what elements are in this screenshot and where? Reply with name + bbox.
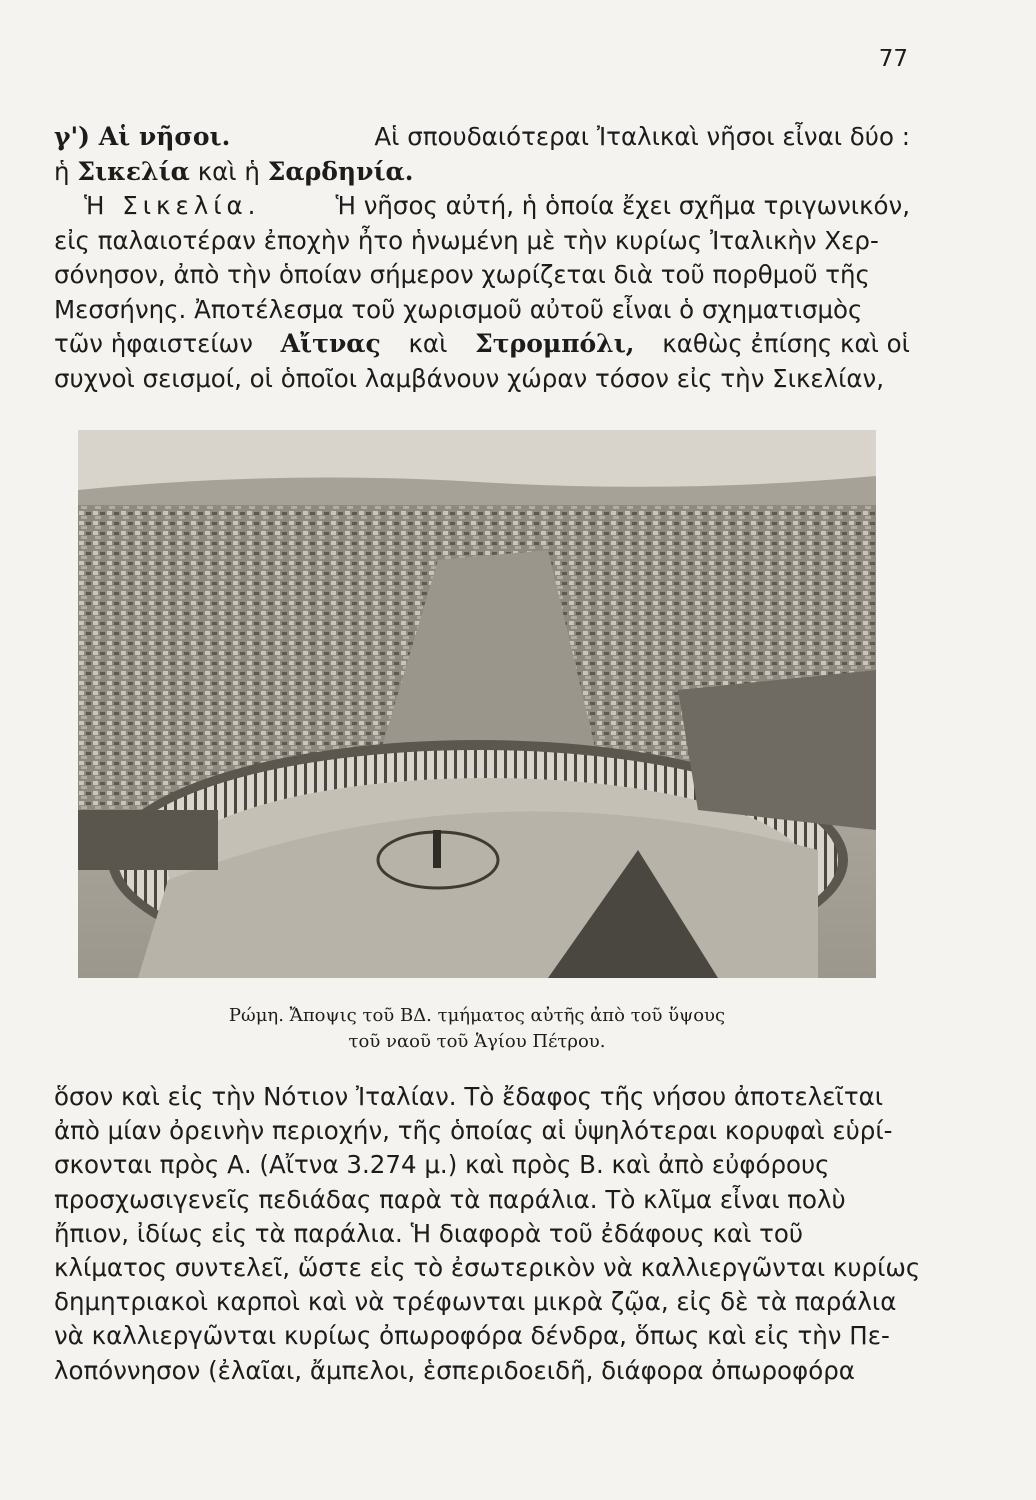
cont-text-6: κλίματος συντελεῖ, ὥστε εἰς τὸ ἐσωτερικὸν νὰ καλλιεργῶνται κυρίως <box>54 1253 921 1283</box>
photo-illustration <box>78 430 876 978</box>
text-line-1 <box>54 120 910 155</box>
caption-line-1: Ρώμη. Ἄποψις τοῦ ΒΔ. τμήματος αὐτῆς ἀπὸ τοῦ ὕψους <box>228 1005 726 1026</box>
line7-and: καὶ <box>408 329 448 358</box>
continuation-line-6 <box>54 1251 921 1285</box>
text-line-8 <box>54 362 910 397</box>
section-intro: Αἱ σπουδαιότεραι Ἰταλικαὶ νῆσοι εἶναι δύο : <box>374 122 910 151</box>
continuation-line-1 <box>54 1080 910 1114</box>
cont-text-5: ἤπιον, ἰδίως εἰς τὰ παράλια. Ἡ διαφορὰ τοῦ ἐδάφους καὶ τοῦ <box>54 1218 804 1248</box>
line5-text: σόνησον, ἀπὸ τὴν ὁποίαν σήμερον χωρίζεται διὰ τοῦ πορθμοῦ τῆς <box>54 260 870 289</box>
text-line-7 <box>54 327 910 362</box>
cont-text-2: ἀπὸ μίαν ὀρεινὴν περιοχήν, τῆς ὁποίας αἱ ὑψηλότεραι κορυφαὶ εὑρί- <box>54 1116 893 1146</box>
conjunction-text: καὶ ἡ <box>197 156 260 186</box>
text-line-2 <box>54 155 910 190</box>
page-number: 77 <box>878 46 908 72</box>
line4-text: εἰς παλαιοτέραν ἐποχὴν ἦτο ἡνωμένη μὲ τὴν κυρίως Ἰταλικὴν Χερ- <box>54 225 879 255</box>
continuation-line-2 <box>54 1114 910 1148</box>
line3-text: Ἡ νῆσος αὐτή, ἡ ὁποία ἔχει σχῆμα τριγωνικόν, <box>335 191 910 220</box>
cont-text-8: νὰ καλλιεργῶνται κυρίως ὀπωροφόρα δένδρα, ὅπως καὶ εἰς τὴν Πε- <box>54 1321 890 1351</box>
figure-caption <box>78 1003 876 1055</box>
section-heading: γ') Αἱ νῆσοι. <box>54 122 231 151</box>
line8-text: συχνοὶ σεισμοί, οἱ ὁποῖοι λαμβάνουν χώραν τόσον εἰς τὴν Σικελίαν, <box>54 363 885 393</box>
text-line-4 <box>54 224 910 259</box>
rome-aerial-photo <box>78 430 876 978</box>
cont-text-7: δημητριακοὶ καρποὶ καὶ νὰ τρέφωνται μικρὰ ζῷα, εἰς δὲ τὰ παράλια <box>54 1287 897 1317</box>
cont-text-1: ὅσον καὶ εἰς τὴν Νότιον Ἰταλίαν. Τὸ ἔδαφος τῆς νήσου ἀποτελεῖται <box>54 1082 884 1111</box>
bottom-text-block <box>54 1080 921 1388</box>
article-text: ἡ <box>54 156 70 186</box>
text-line-6 <box>54 293 910 328</box>
stromboli-term: Στρομπόλι, <box>475 329 635 358</box>
continuation-line-3 <box>54 1148 910 1182</box>
cont-text-4: προσχωσιγενεῖς πεδιάδας παρὰ τὰ παράλια. Τὸ κλῖμα εἶναι πολὺ <box>54 1184 846 1214</box>
cont-text-3: σκονται πρὸς Α. (Αἴτνα 3.274 μ.) καὶ πρὸς Β. καὶ ἀπὸ εὐφόρους <box>54 1150 830 1180</box>
sardinia-term: Σαρδηνία. <box>267 156 414 186</box>
cont-text-9: λοπόννησον (ἐλαῖαι, ἄμπελοι, ἑσπεριδοειδῆ, διάφορα ὀπωροφόρα <box>54 1355 855 1385</box>
top-text-block <box>54 120 910 396</box>
continuation-line-4 <box>54 1183 910 1217</box>
caption-line-2: τοῦ ναοῦ τοῦ Ἁγίου Πέτρου. <box>348 1031 606 1052</box>
text-line-5 <box>54 258 910 293</box>
text-line-3 <box>54 189 910 224</box>
continuation-line-9 <box>54 1354 910 1388</box>
line6-text: Μεσσήνης. Ἀποτέλεσμα τοῦ χωρισμοῦ αὐτοῦ εἶναι ὁ σχηματισμὸς <box>54 294 863 324</box>
continuation-line-8 <box>54 1319 910 1353</box>
continuation-line-7 <box>54 1285 910 1319</box>
line7-post: καθὼς ἐπίσης καὶ οἱ <box>662 329 910 358</box>
etna-term: Αἴτνας <box>280 329 381 358</box>
line7-pre: τῶν ἡφαιστείων <box>54 329 253 358</box>
continuation-line-5 <box>54 1217 910 1251</box>
sicily-term: Σικελία <box>77 156 190 186</box>
paragraph-title: Ἡ Σικελία. <box>84 191 261 220</box>
